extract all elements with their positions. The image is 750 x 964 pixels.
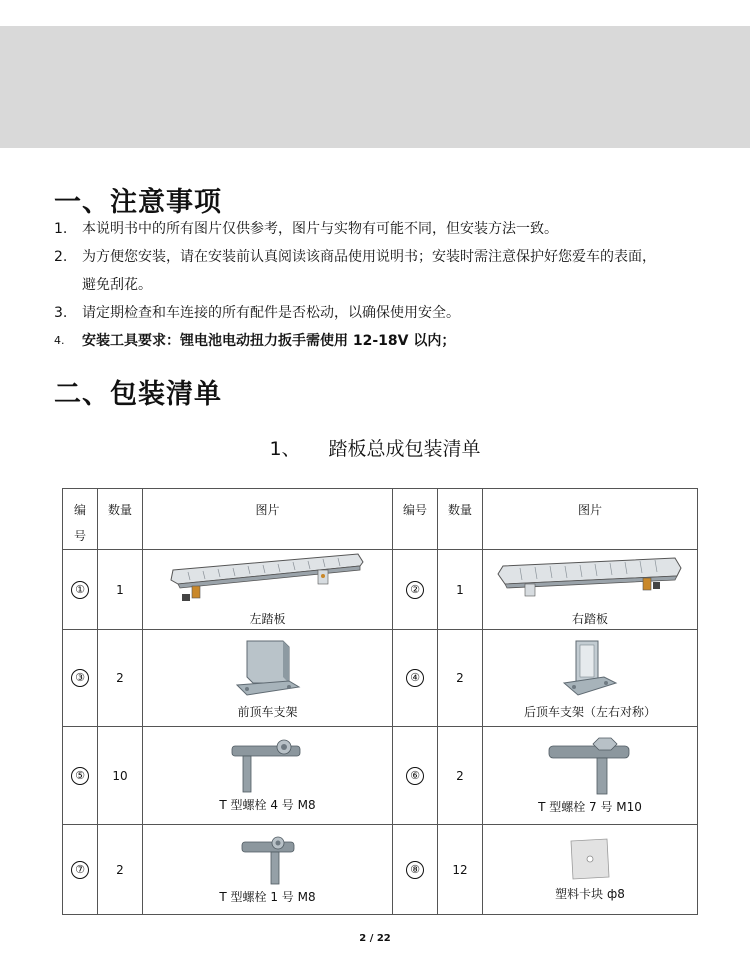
note-item: 避免刮花。 [82, 277, 152, 293]
header-band [0, 26, 750, 148]
item-qty: 2 [438, 727, 483, 825]
packing-table [62, 488, 698, 915]
item-caption: T 型螺栓 1 号 M8 [219, 890, 316, 904]
item-number: ① [71, 581, 89, 599]
note-item: 1. 本说明书中的所有图片仅供参考，图片与实物有可能不同，但安装方法一致。 [54, 221, 558, 237]
notes-list [54, 215, 714, 355]
table-row [63, 825, 698, 915]
item-number: ⑧ [406, 861, 424, 879]
item-number: ④ [406, 669, 424, 687]
col-header-picture: 图片 [483, 489, 698, 550]
col-header-qty: 数量 [438, 489, 483, 550]
rear-bracket-image [560, 637, 620, 701]
col-header-picture: 图片 [143, 489, 393, 550]
item-qty: 2 [98, 630, 143, 727]
section1-title: 一、注意事项 [54, 187, 222, 218]
item-caption: T 型螺栓 7 号 M10 [538, 800, 642, 814]
t-bolt-1-m8-image [238, 834, 298, 886]
table-row [63, 727, 698, 825]
item-number: ③ [71, 669, 89, 687]
plastic-clip-image [565, 837, 615, 883]
front-bracket-image [233, 637, 303, 701]
right-running-board-image [495, 552, 685, 608]
item-caption: 前顶车支架 [237, 704, 298, 719]
item-qty: 2 [98, 825, 143, 915]
packing-list-subtitle: 1、 踏板总成包装清单 [269, 438, 481, 460]
section2-title: 二、包装清单 [54, 379, 222, 410]
t-bolt-4-m8-image [228, 738, 308, 794]
t-bolt-7-m10-image [545, 736, 635, 796]
col-header-number: 编号 [63, 489, 98, 550]
table-row [63, 550, 698, 630]
item-qty: 12 [438, 825, 483, 915]
table-header-row [63, 489, 698, 550]
item-qty: 1 [98, 550, 143, 630]
note-item: 2. 为方便您安装，请在安装前认真阅读该商品使用说明书；安装时需注意保护好您爱车的表面， [54, 249, 656, 265]
item-qty: 1 [438, 550, 483, 630]
table-row [63, 630, 698, 727]
item-caption: 右踏板 [571, 612, 608, 626]
note-item-tools: 4. 安装工具要求：锂电池电动扭力扳手需使用 12-18V 以内； [54, 333, 456, 349]
item-qty: 2 [438, 630, 483, 727]
item-caption: 塑料卡块 ф8 [555, 887, 625, 901]
item-number: ⑦ [71, 861, 89, 879]
item-number: ⑤ [71, 767, 89, 785]
col-header-qty: 数量 [98, 489, 143, 550]
item-qty: 10 [98, 727, 143, 825]
item-caption: T 型螺栓 4 号 M8 [219, 798, 316, 812]
item-number: ② [406, 581, 424, 599]
item-number: ⑥ [406, 767, 424, 785]
left-running-board-image [168, 552, 368, 608]
note-item: 3. 请定期检查和车连接的所有配件是否松动，以确保使用安全。 [54, 305, 460, 321]
col-header-number: 编号 [393, 489, 438, 550]
item-caption: 后顶车支架（左右对称） [523, 704, 656, 719]
page-number: 2 / 22 [359, 933, 391, 944]
item-caption: 左踏板 [249, 612, 286, 626]
